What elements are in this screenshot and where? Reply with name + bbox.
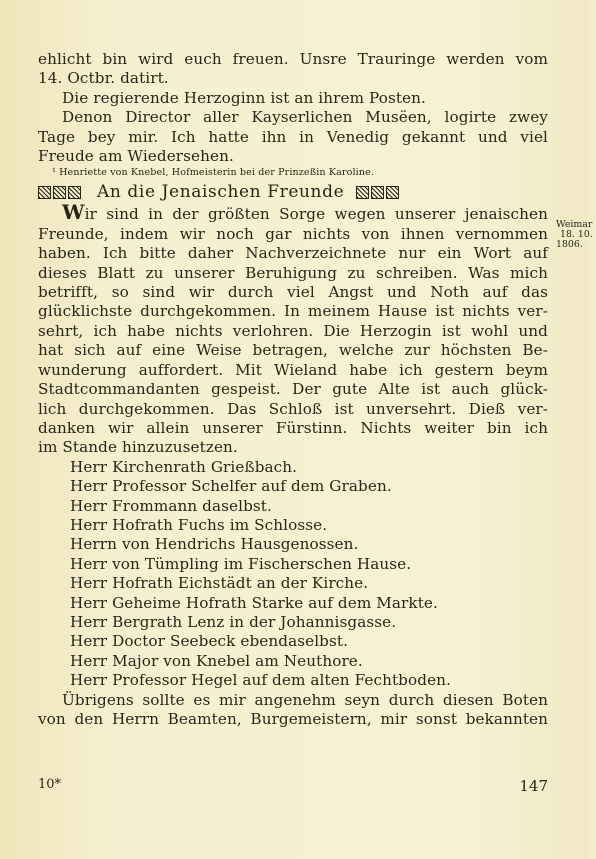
text-line: von den Herrn Beamten, Burgemeistern, mir sonst bekannten xyxy=(38,710,548,728)
footnote: ¹ Henriette von Knebel, Hofmeisterin bei der Prinzeßin Karoline. xyxy=(52,167,375,179)
page-text xyxy=(38,50,548,729)
list-item: Herr Hofrath Eichstädt an der Kirche. xyxy=(70,574,369,593)
margin-place: Weimar xyxy=(556,219,593,230)
list-item: Herr Kirchenrath Grießbach. xyxy=(70,457,298,476)
margin-year: 1806. xyxy=(556,239,583,250)
list-item: Herr Bergrath Lenz in der Johannisgasse. xyxy=(70,612,397,631)
text-line: Freunde, indem wir noch gar nichts von ihnen vernommen xyxy=(38,224,548,243)
page-number: 147 xyxy=(519,777,548,795)
list-item: Herr Frommann daselbst. xyxy=(70,496,272,515)
page-footer xyxy=(38,777,548,795)
list-item: Herr Hofrath Fuchs im Schlosse. xyxy=(70,515,328,534)
text-line: betrifft, so sind wir durch viel Angst und Noth auf das xyxy=(38,283,548,302)
text-line: Tage bey mir. Ich hatte ihn in Venedig gekannt und viel xyxy=(38,127,548,146)
text-line: Wir sind in der größten Sorge wegen unserer jenaischen xyxy=(62,200,548,225)
list-item: Herrn von Hendrichs Hausgenossen. xyxy=(70,535,359,554)
margin-note xyxy=(556,220,596,250)
text-line: im Stande hinzuzusetzen. xyxy=(38,438,238,457)
text-line: Die regierende Herzoginn ist an ihrem Posten. xyxy=(62,88,426,107)
initial-letter: W xyxy=(62,200,85,225)
list-item: Herr Geheime Hofrath Starke auf dem Markte. xyxy=(70,593,438,612)
signature-mark: 10* xyxy=(38,777,62,792)
text-line: Freude am Wiedersehen. xyxy=(38,147,234,166)
section-heading xyxy=(38,181,548,203)
text-line: Denon Director aller Kayserlichen Musëen, logirte zwey xyxy=(62,108,548,127)
list-item: Herr Major von Knebel am Neuthore. xyxy=(70,651,363,670)
text-line: 14. Octbr. datirt. xyxy=(38,69,169,88)
margin-date: 18. 10. xyxy=(560,229,593,240)
ornament-right-icon xyxy=(356,186,399,199)
text-line: sehrt, ich habe nichts verlohren. Die Herzogin ist wohl und xyxy=(38,321,548,340)
text-line: ehlicht bin wird euch freuen. Unsre Trauringe werden vom xyxy=(38,50,548,68)
text-line: Übrigens sollte es mir angenehm seyn durch diesen Boten xyxy=(62,690,548,709)
text-line: glücklichste durchgekommen. In meinem Hause ist nichts ver- xyxy=(38,302,548,321)
text-line: wunderung auffordert. Mit Wieland habe ich gestern beym xyxy=(38,360,548,379)
list-item: Herr von Tümpling im Fischerschen Hause. xyxy=(70,554,412,573)
list-item: Herr Doctor Seebeck ebendaselbst. xyxy=(70,632,349,651)
text-line: Stadtcommandanten gespeist. Der gute Alte ist auch glück- xyxy=(38,380,548,399)
text-line: dieses Blatt zu unserer Beruhigung zu schreiben. Was mich xyxy=(38,263,548,282)
ornament-left-icon xyxy=(38,186,81,199)
text-line: hat sich auf eine Weise betragen, welche zur höchsten Be- xyxy=(38,341,548,360)
text-line: haben. Ich bitte daher Nachverzeichnete nur ein Wort auf xyxy=(38,244,548,263)
list-item: Herr Professor Schelfer auf dem Graben. xyxy=(70,477,392,496)
heading-title: An die Jenaischen Freunde xyxy=(97,181,345,202)
text-line: lich durchgekommen. Das Schloß ist unversehrt. Dieß ver- xyxy=(38,399,548,418)
list-item: Herr Professor Hegel auf dem alten Fechtboden. xyxy=(70,671,451,690)
text-line: danken wir allein unserer Fürstinn. Nichts weiter bin ich xyxy=(38,418,548,437)
